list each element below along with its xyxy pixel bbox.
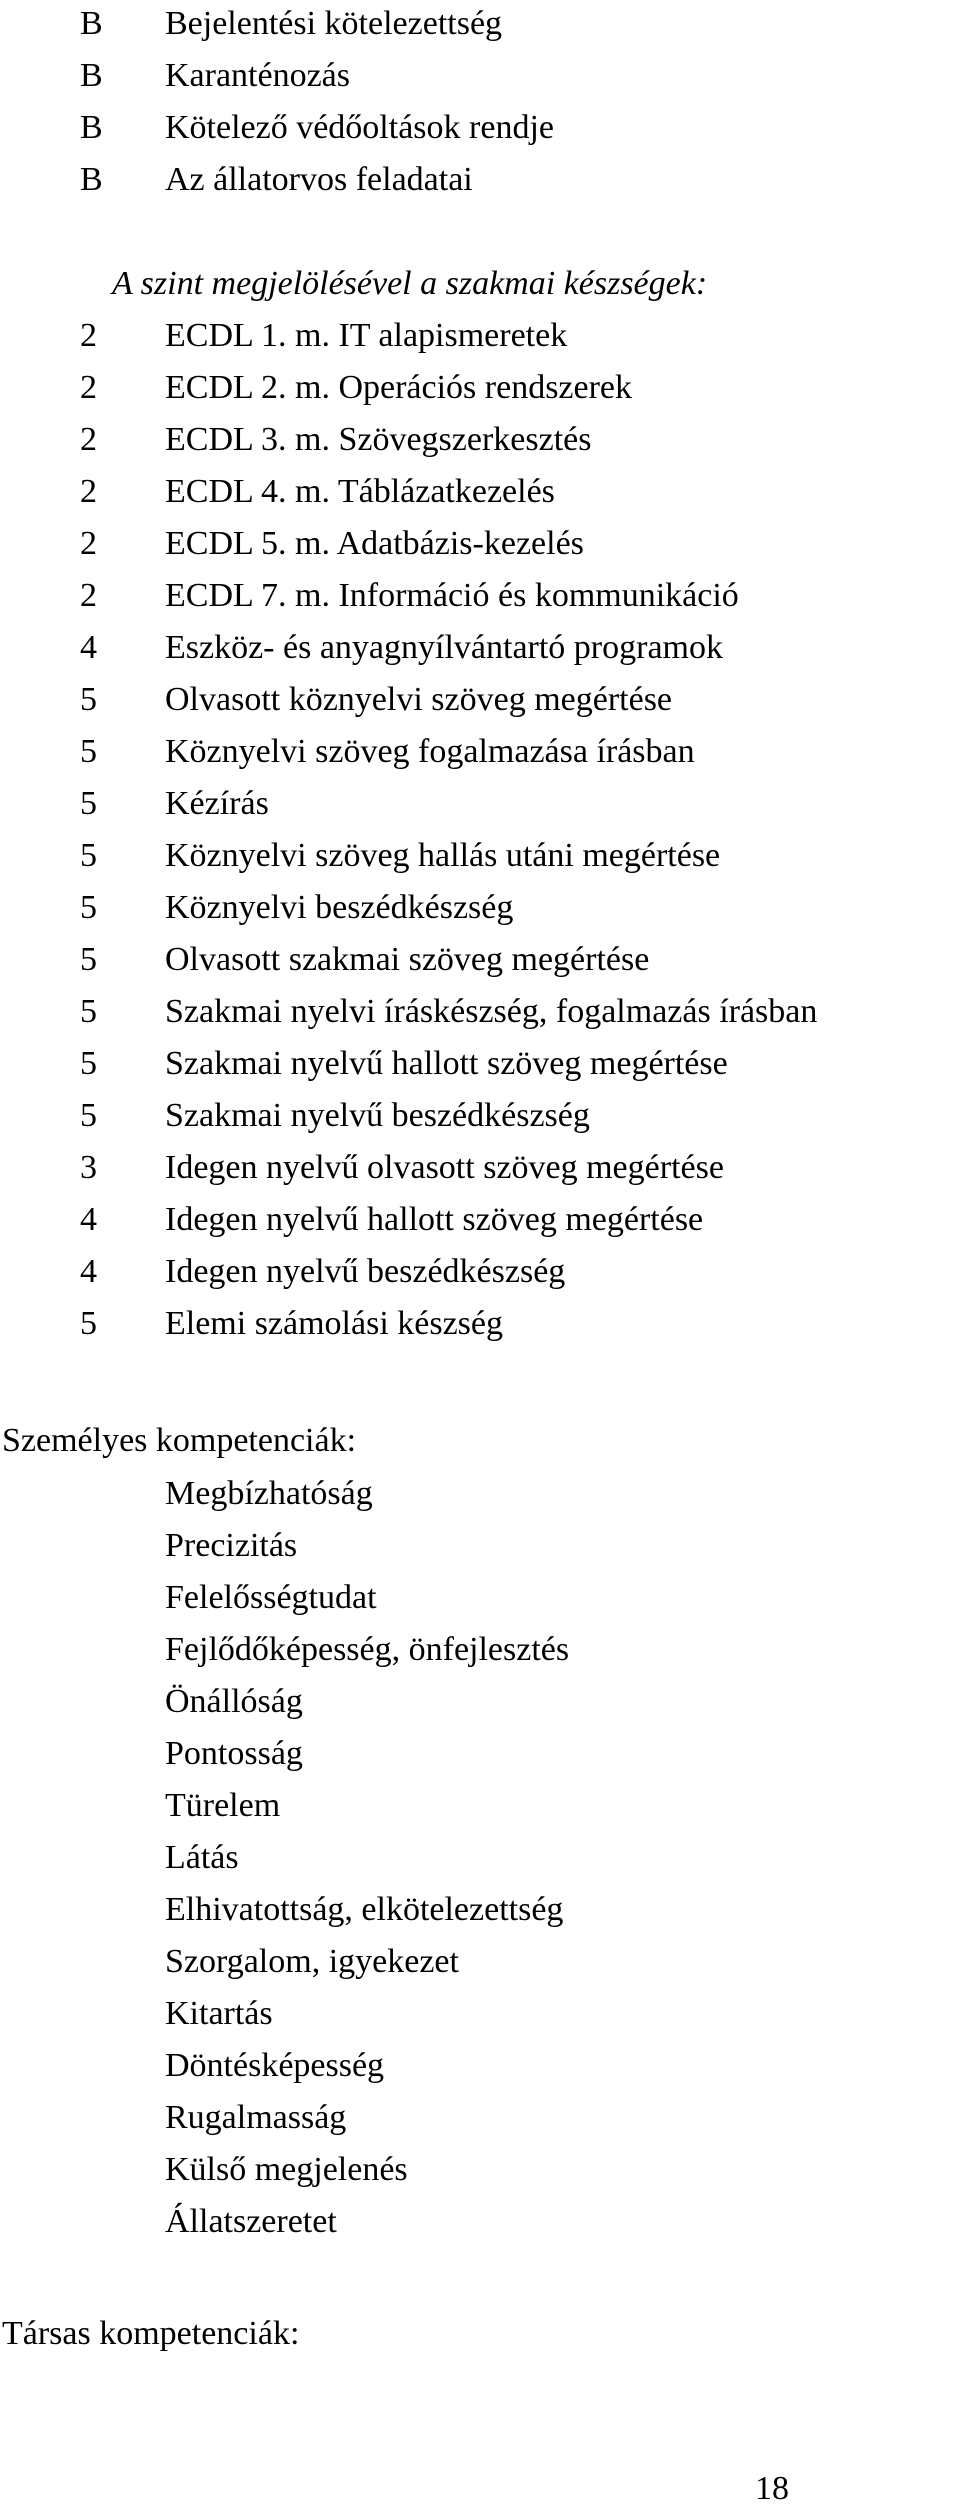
skill-level: 5 <box>80 889 97 926</box>
skill-text: ECDL 4. m. Táblázatkezelés <box>165 473 555 510</box>
skill-level: 2 <box>80 369 97 406</box>
skill-text: Szakmai nyelvű hallott szöveg megértése <box>165 1045 728 1082</box>
social-heading: Társas kompetenciák: <box>2 2315 300 2352</box>
skill-text: Kézírás <box>165 785 269 822</box>
competency-text: Felelősségtudat <box>165 1579 377 1616</box>
competency-text: Önállóság <box>165 1683 303 1720</box>
skill-text: Köznyelvi szöveg fogalmazása írásban <box>165 733 695 770</box>
skill-text: Olvasott köznyelvi szöveg megértése <box>165 681 673 718</box>
competency-text: Rugalmasság <box>165 2099 347 2136</box>
skill-level: 2 <box>80 525 97 562</box>
item-text: Bejelentési kötelezettség <box>165 5 503 42</box>
skill-level: 3 <box>80 1149 97 1186</box>
skill-level: 5 <box>80 1305 97 1342</box>
skill-level: 5 <box>80 837 97 874</box>
competency-text: Fejlődőképesség, önfejlesztés <box>165 1631 570 1668</box>
skill-text: Szakmai nyelvi íráskészség, fogalmazás írásban <box>165 993 818 1030</box>
skill-text: Köznyelvi beszédkészség <box>165 889 514 926</box>
level-marker: B <box>80 109 103 146</box>
skill-text: ECDL 7. m. Információ és kommunikáció <box>165 577 739 614</box>
skill-text: Idegen nyelvű beszédkészség <box>165 1253 566 1290</box>
competency-text: Döntésképesség <box>165 2047 385 2084</box>
skill-text: ECDL 5. m. Adatbázis-kezelés <box>165 525 584 562</box>
competency-text: Kitartás <box>165 1995 273 2032</box>
skill-level: 4 <box>80 1201 97 1238</box>
competency-text: Türelem <box>165 1787 281 1824</box>
skill-text: Elemi számolási készség <box>165 1305 504 1342</box>
skill-level: 2 <box>80 317 97 354</box>
competency-text: Pontosság <box>165 1735 303 1772</box>
skill-level: 5 <box>80 993 97 1030</box>
page-number: 18 <box>755 2470 789 2507</box>
personal-heading: Személyes kompetenciák: <box>2 1422 357 1459</box>
skills-heading: A szint megjelölésével a szakmai készségek: <box>112 265 708 302</box>
skill-level: 5 <box>80 681 97 718</box>
competency-text: Állatszeretet <box>165 2203 337 2240</box>
skill-text: ECDL 1. m. IT alapismeretek <box>165 317 568 354</box>
skill-text: Eszköz- és anyagnyílvántartó programok <box>165 629 723 666</box>
skill-level: 5 <box>80 1045 97 1082</box>
skill-level: 4 <box>80 629 97 666</box>
skill-level: 5 <box>80 941 97 978</box>
skill-level: 5 <box>80 733 97 770</box>
skill-level: 4 <box>80 1253 97 1290</box>
level-marker: B <box>80 161 103 198</box>
competency-text: Szorgalom, igyekezet <box>165 1943 459 1980</box>
skill-text: Olvasott szakmai szöveg megértése <box>165 941 650 978</box>
competency-text: Elhivatottság, elkötelezettség <box>165 1891 564 1928</box>
skill-level: 2 <box>80 577 97 614</box>
skill-level: 2 <box>80 473 97 510</box>
item-text: Kötelező védőoltások rendje <box>165 109 554 146</box>
skill-level: 5 <box>80 1097 97 1134</box>
skill-level: 2 <box>80 421 97 458</box>
level-marker: B <box>80 5 103 42</box>
level-marker: B <box>80 57 103 94</box>
competency-text: Precizitás <box>165 1527 298 1564</box>
skill-text: Idegen nyelvű olvasott szöveg megértése <box>165 1149 724 1186</box>
competency-text: Megbízhatóság <box>165 1475 373 1512</box>
skill-text: ECDL 2. m. Operációs rendszerek <box>165 369 633 406</box>
skill-level: 5 <box>80 785 97 822</box>
skill-text: ECDL 3. m. Szövegszerkesztés <box>165 421 592 458</box>
competency-text: Külső megjelenés <box>165 2151 408 2188</box>
item-text: Karanténozás <box>165 57 351 94</box>
skill-text: Szakmai nyelvű beszédkészség <box>165 1097 590 1134</box>
skill-text: Köznyelvi szöveg hallás utáni megértése <box>165 837 721 874</box>
item-text: Az állatorvos feladatai <box>165 161 473 198</box>
skill-text: Idegen nyelvű hallott szöveg megértése <box>165 1201 704 1238</box>
competency-text: Látás <box>165 1839 239 1876</box>
